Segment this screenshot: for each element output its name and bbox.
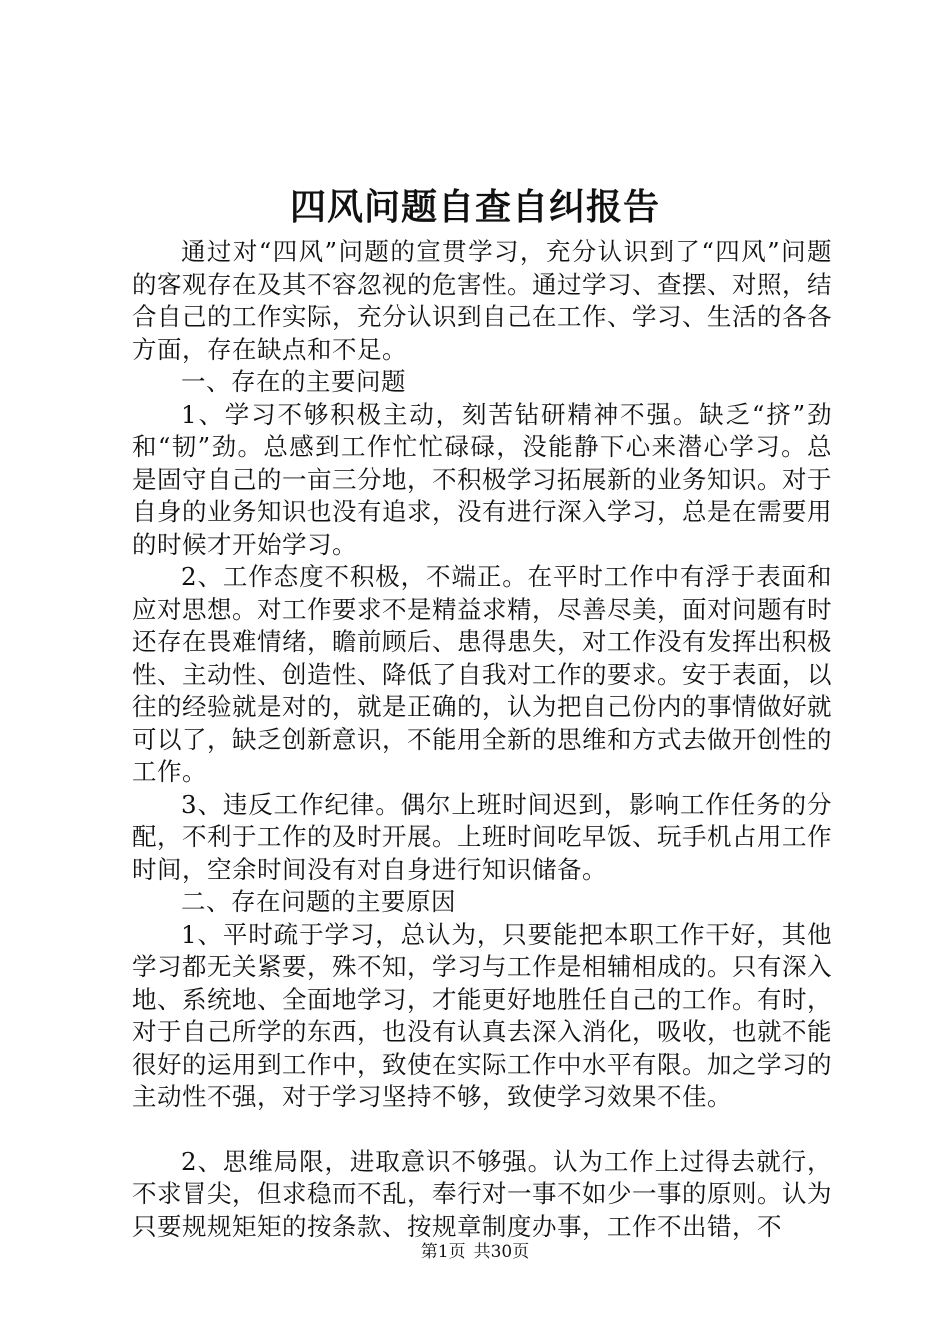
paragraph-cause-2: 2、思维局限，进取意识不够强。认为工作上过得去就行，不求冒尖，但求稳而不乱，奉行对一事不如少一事的原则。认为只要规规矩矩的按条款、按规章制度办事，工作不出错，不 [132, 1146, 832, 1241]
paragraph-intro: 通过对“四风”问题的宣贯学习，充分认识到了“四风”问题的客观存在及其不容忽视的危害性。通过学习、查摆、对照，结合自己的工作实际，充分认识到自己在工作、学习、生活的各各方面，存在缺点和不足。 [132, 237, 832, 364]
section-heading-1: 一、存在的主要问题 [181, 367, 406, 396]
section-heading-2: 二、存在问题的主要原因 [181, 887, 456, 916]
document-body [132, 236, 832, 1243]
document-title: 四风问题自查自纠报告 [289, 186, 660, 228]
paragraph-issue-2: 2、工作态度不积极，不端正。在平时工作中有浮于表面和应对思想。对工作要求不是精益求精，尽善尽美，面对问题有时还存在畏难情绪，瞻前顾后、患得患失，对工作没有发挥出积极性、主动性、创造性、降低了自我对工作的要求。安于表面，以往的经验就是对的，就是正确的，认为把自己份内的事情做好就可以了，缺乏创新意识，不能用全新的思维和方式去做开创性的工作。 [132, 562, 832, 786]
page-footer [0, 1240, 950, 1264]
page-number: 第1页 [420, 1242, 466, 1262]
paragraph-cause-1: 1、平时疏于学习，总认为，只要能把本职工作干好，其他学习都无关紧要，殊不知，学习与工作是相辅相成的。只有深入地、系统地、全面地学习，才能更好地胜任自己的工作。有时，对于自己所学的东西，也没有认真去深入消化，吸收，也就不能很好的运用到工作中，致使在实际工作中水平有限。加之学习的主动性不强，对于学习坚持不够，致使学习效果不佳。 [132, 919, 832, 1111]
page-total: 共30页 [473, 1242, 530, 1262]
paragraph-issue-1: 1、学习不够积极主动，刻苦钻研精神不强。缺乏“挤”劲和“韧”劲。总感到工作忙忙碌碌，没能静下心来潜心学习。总是固守自己的一亩三分地，不积极学习拓展新的业务知识。对于自身的业务知识也没有追求，没有进行深入学习，总是在需要用的时候才开始学习。 [132, 399, 832, 559]
paragraph-issue-3: 3、违反工作纪律。偶尔上班时间迟到，影响工作任务的分配，不利于工作的及时开展。上班时间吃早饭、玩手机占用工作时间，空余时间没有对自身进行知识储备。 [132, 789, 832, 884]
